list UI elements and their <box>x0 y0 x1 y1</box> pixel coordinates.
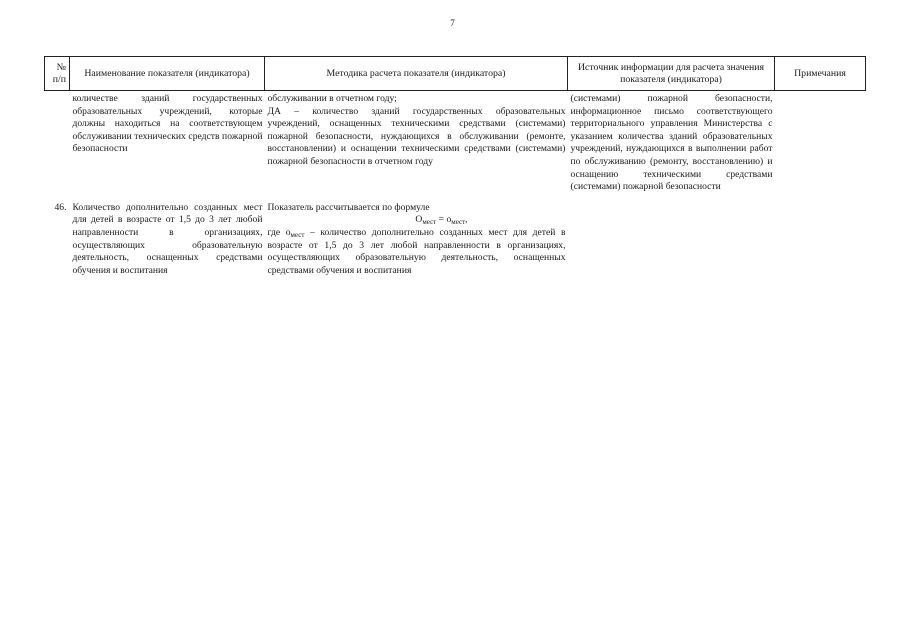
calculation-method <box>265 194 568 278</box>
formula <box>268 214 566 227</box>
indicators-table <box>44 56 866 277</box>
where-symbol: o <box>285 226 291 238</box>
header-notes: Примечания <box>775 57 866 91</box>
method-line: ДА – количество зданий государственных образовательных учреждений, оснащенных техническими средствами (системами) пожарной безопасности, нуждающихся в обслуживании (ремонте, восстановлении) и оснащении техническими средствами (системами) пожарной безопасности в отчетном году <box>267 105 566 167</box>
where-symbol-subscript: мест <box>290 230 305 239</box>
information-source: (системами) пожарной безопасности, информационное письмо соответствующего территориального управления Министерства с указанием количества зданий образовательных учреждений, нуждающихся в выполнении работ по обслуживанию (ремонту, восстановлению) и оснащению техническими средствами (системами) пожарной безопасности <box>570 93 773 193</box>
where-prefix: где <box>267 226 286 238</box>
table-header-row <box>45 57 866 91</box>
header-method: Методика расчета показателя (индикатора) <box>265 57 568 91</box>
header-name: Наименование показателя (индикатора) <box>70 57 265 91</box>
method-intro: Показатель рассчитывается по формуле <box>267 201 430 213</box>
notes-cell <box>775 194 866 278</box>
formula-equals: = <box>436 214 447 226</box>
header-source: Источник информации для расчета значения показателя (индикатора) <box>568 57 775 91</box>
formula-lhs-subscript: мест <box>422 218 437 227</box>
row-number <box>45 91 70 194</box>
page-number: 7 <box>450 18 455 28</box>
formula-rhs: o <box>446 214 452 226</box>
notes-cell <box>775 91 866 194</box>
table-row <box>45 194 866 278</box>
formula-tail: , <box>465 214 468 226</box>
formula-lhs: O <box>415 214 423 226</box>
where-text: – количество дополнительно созданных мест для детей в возрасте от 1,5 до 3 лет любой направленности в организациях, осуществляющих образовательную деятельность, оснащенных средствами обучения и воспитания <box>267 226 566 276</box>
indicator-name: Количество дополнительно созданных мест для детей в возрасте от 1,5 до 3 лет любой направленности в организациях, осуществляющих образовательную деятельность, оснащенных средствами обучения и воспитания <box>72 201 263 276</box>
method-line: обслуживании в отчетном году; <box>267 93 397 104</box>
information-source <box>568 194 775 278</box>
table-row <box>45 91 866 194</box>
header-num: № п/п <box>45 57 70 91</box>
calculation-method <box>265 91 568 194</box>
formula-explanation <box>268 227 566 277</box>
indicator-name: количестве зданий государственных образовательных учреждений, которые должны находиться на соответствующем обслуживании технических средств пожарной безопасности <box>72 93 263 155</box>
row-number: 46. <box>54 201 67 213</box>
formula-rhs-subscript: мест <box>451 218 466 227</box>
